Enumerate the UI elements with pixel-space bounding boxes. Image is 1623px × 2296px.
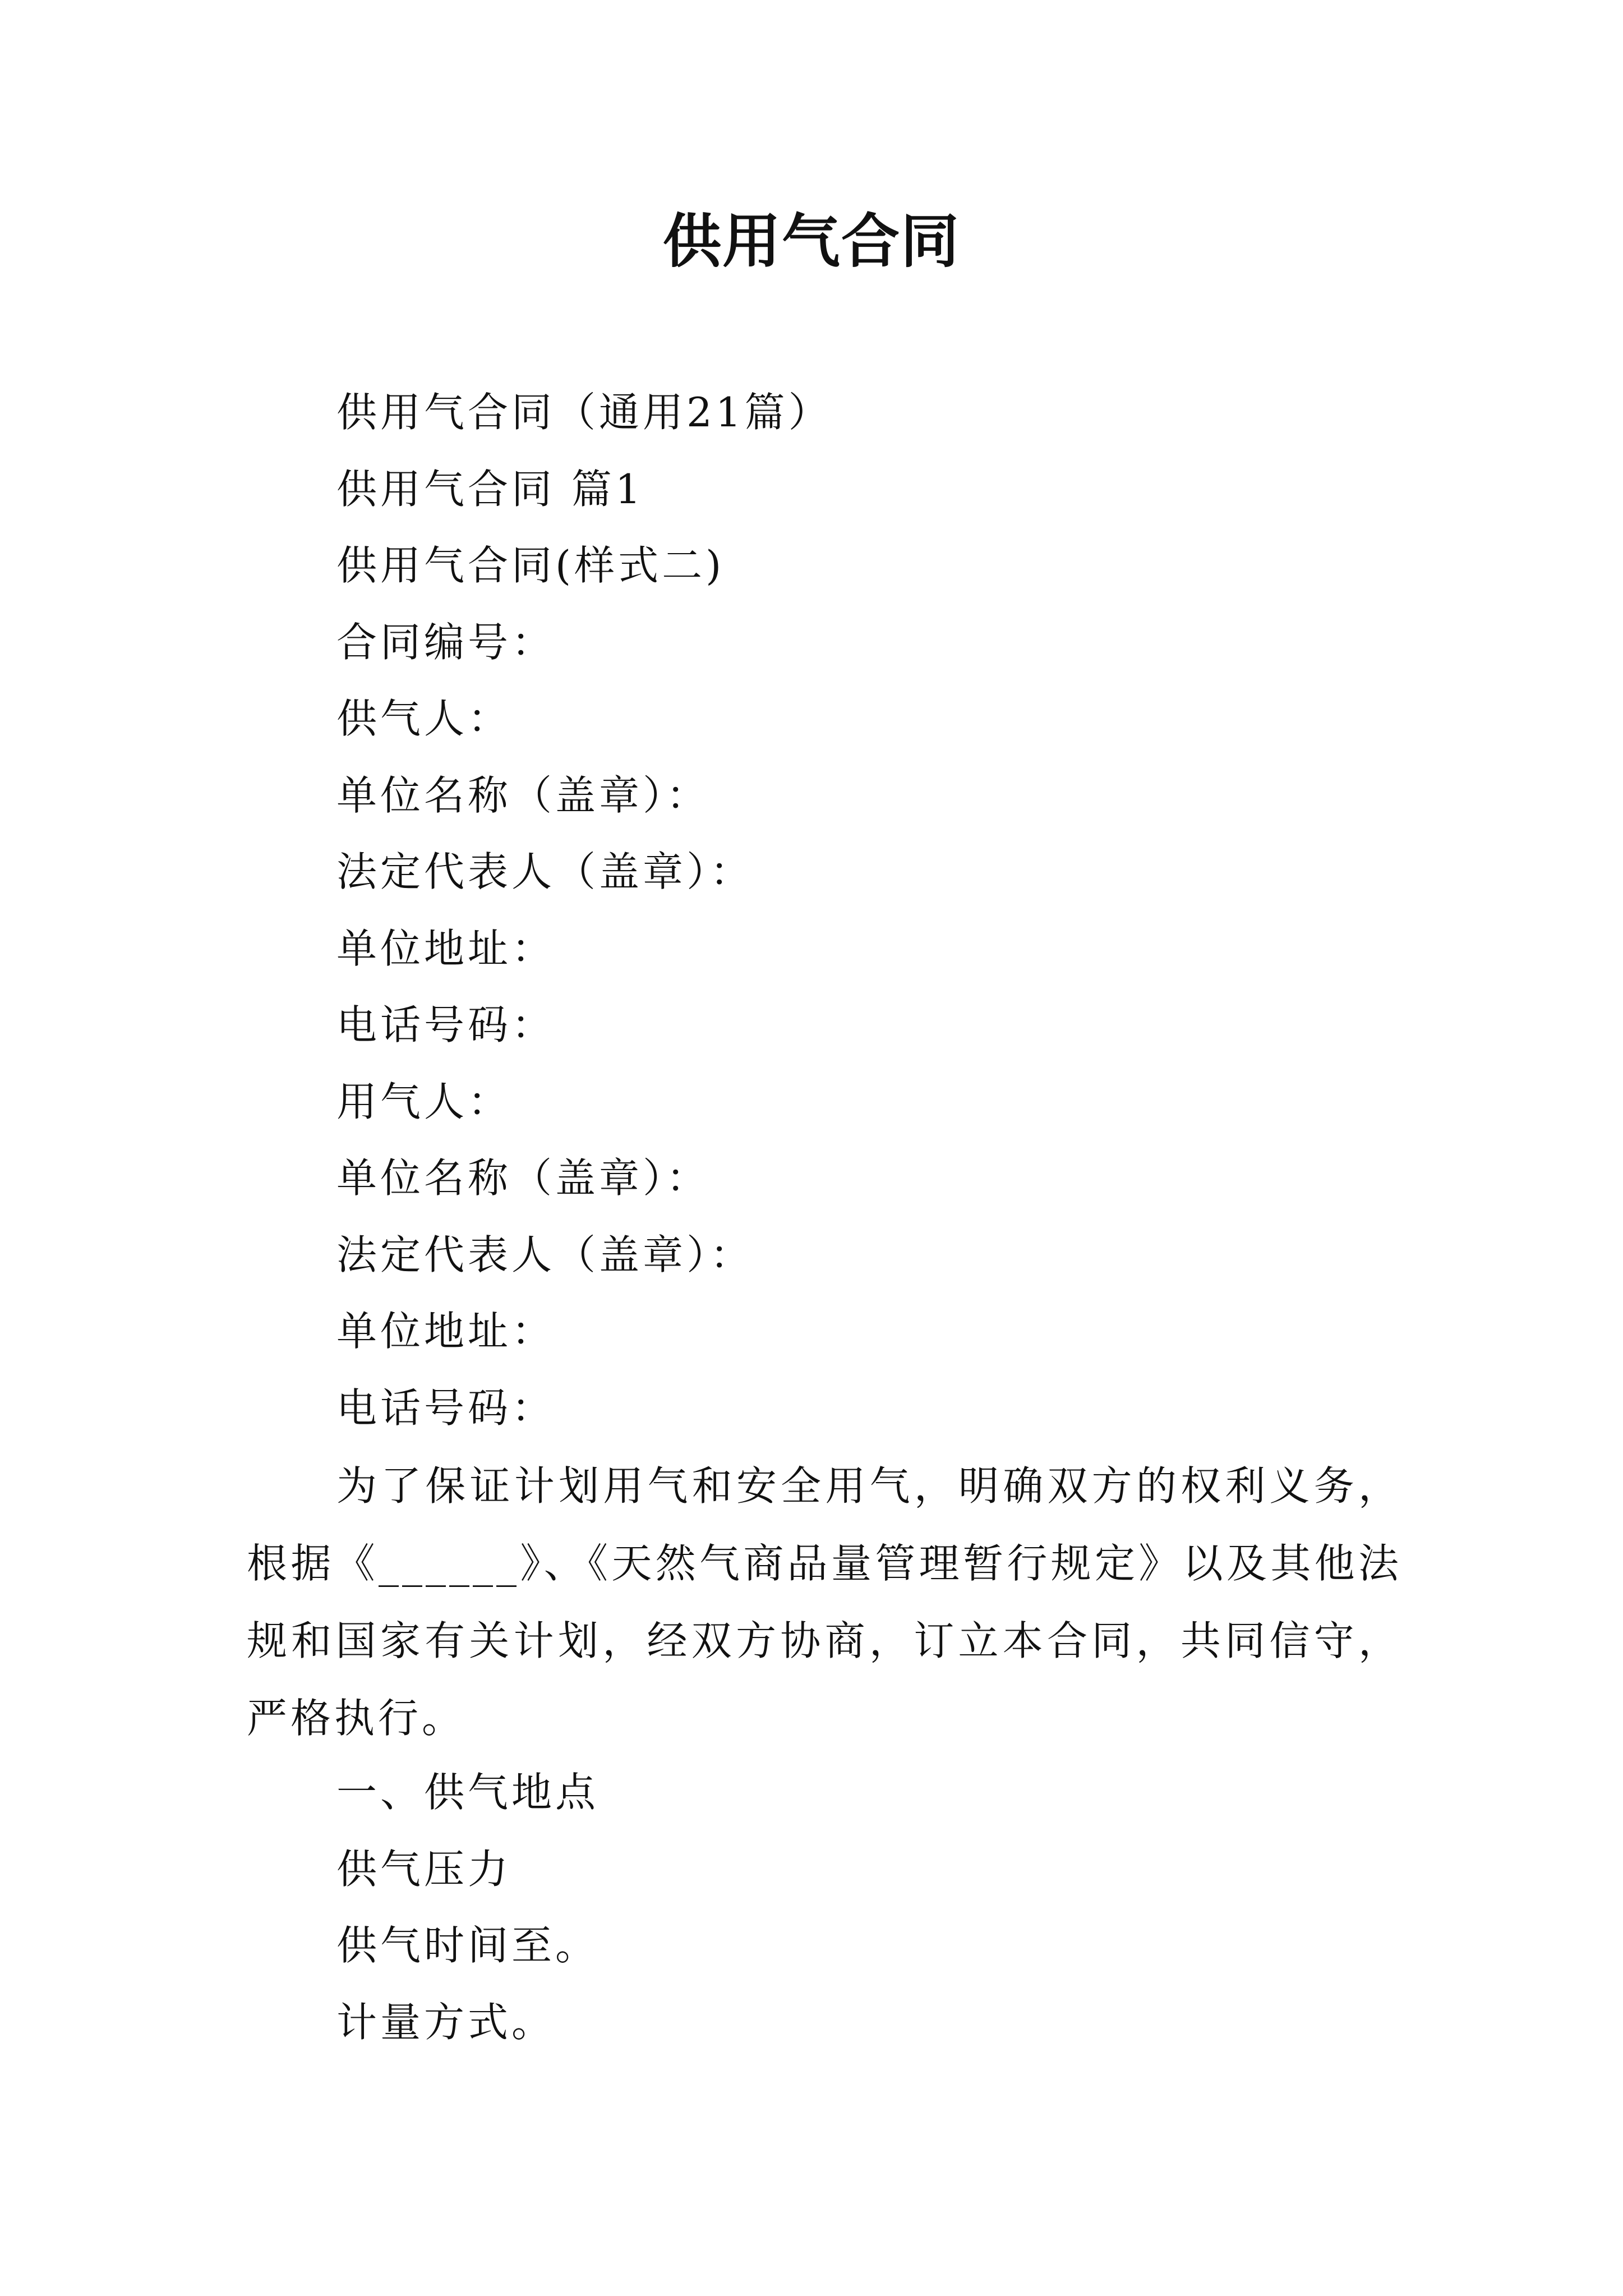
doc-line: 计量方式。: [336, 1999, 556, 2046]
doc-line: 单位地址：: [336, 1308, 556, 1355]
doc-line: 合同编号：: [336, 619, 556, 666]
doc-line: 单位名称（盖章）：: [336, 772, 711, 819]
doc-line: 供气人：: [336, 695, 512, 742]
doc-line: 供用气合同(样式二): [336, 542, 725, 589]
doc-line: 供用气合同 篇1: [336, 466, 644, 513]
doc-line: 电话号码：: [336, 1384, 556, 1432]
body-paragraph: 为了保证计划用气和安全用气，明确双方的权利义务，根据《______》、《天然气商品量管理暂行规定》以及其他法规和国家有关计划，经双方协商，订立本合同，共同信守，严格执行。: [247, 1462, 1402, 1742]
doc-line: 供用气合同（通用21篇）: [336, 389, 832, 436]
doc-line: 用气人：: [336, 1078, 512, 1125]
doc-line: 单位地址：: [336, 925, 556, 972]
doc-line: 供气压力: [336, 1846, 512, 1893]
doc-line: 法定代表人（盖章）：: [336, 1231, 754, 1278]
document-title: 供用气合同: [662, 207, 960, 275]
doc-line: 单位名称（盖章）：: [336, 1154, 711, 1202]
doc-line: 供气时间至。: [336, 1922, 600, 1969]
section-heading: 一、供气地点: [336, 1769, 600, 1816]
doc-line: 法定代表人（盖章）：: [336, 848, 754, 895]
doc-line: 电话号码：: [336, 1001, 556, 1048]
